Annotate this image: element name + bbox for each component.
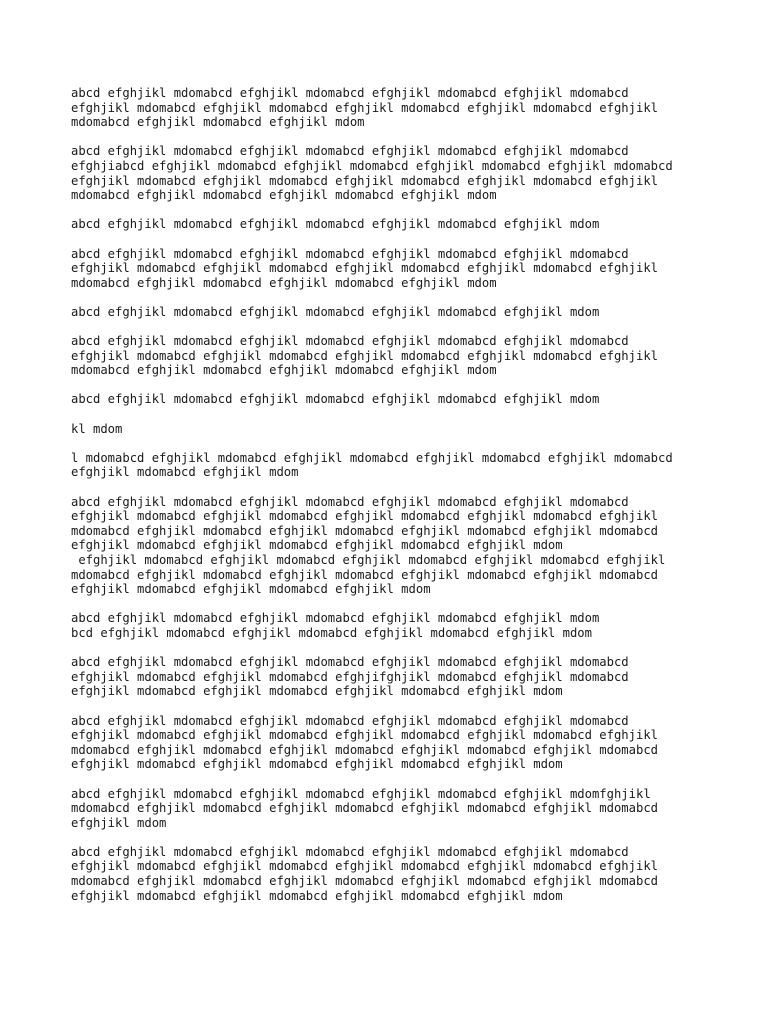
text-line: kl mdom [71,421,123,436]
text-line: mdomabcd efghjikl mdomabcd efghjikl mdomabcd efghjikl mdomabcd efghjikl mdomabcd [71,801,658,816]
text-line: abcd efghjikl mdomabcd efghjikl mdomabcd efghjikl mdomabcd efghjikl mdomabcd [71,86,629,100]
text-line: efghjikl mdomabcd efghjikl mdomabcd efghjikl mdomabcd efghjikl mdomabcd efghjikl [71,509,658,524]
paragraph [71,217,731,232]
text-line: mdomabcd efghjikl mdomabcd efghjikl mdomabcd efghjikl mdom [71,363,497,378]
text-line: mdomabcd efghjikl mdomabcd efghjikl mdomabcd efghjikl mdom [71,275,497,290]
text-line: abcd efghjikl mdomabcd efghjikl mdomabcd efghjikl mdomabcd efghjikl mdom [71,217,600,232]
paragraph [71,392,731,407]
text-line: efghjikl mdomabcd efghjikl mdomabcd efghjikl mdomabcd efghjikl mdomabcd efghjikl [71,100,658,115]
paragraph [71,86,731,130]
text-line: efghjikl mdomabcd efghjikl mdomabcd efghjikl mdomabcd efghjikl mdomabcd efghjikl [71,728,658,743]
paragraph [71,495,731,597]
document-page [71,86,731,918]
text-line: efghjikl mdomabcd efghjikl mdom [71,465,299,480]
text-line: abcd efghjikl mdomabcd efghjikl mdomabcd efghjikl mdomabcd efghjikl mdomabcd [71,713,629,728]
text-line: abcd efghjikl mdomabcd efghjikl mdomabcd efghjikl mdomabcd efghjikl mdomabcd [71,494,629,509]
paragraph [71,247,731,291]
text-line: efghjikl mdomabcd efghjikl mdomabcd efghjikl mdomabcd efghjikl mdomabcd efghjikl [71,261,658,276]
text-line: efghjikl mdomabcd efghjikl mdomabcd efghjikl mdomabcd efghjikl mdom [71,757,563,772]
paragraph [71,451,731,480]
text-line: abcd efghjikl mdomabcd efghjikl mdomabcd efghjikl mdomabcd efghjikl mdomabcd [71,334,629,349]
text-line: efghjikl mdom [71,815,167,830]
text-line: efghjikl mdomabcd efghjikl mdomabcd efghjikl mdomabcd efghjikl mdomabcd efghjikl [71,553,666,567]
text-line: efghjikl mdomabcd efghjikl mdomabcd efghjikl mdomabcd efghjikl mdom [71,888,563,903]
text-line: mdomabcd efghjikl mdomabcd efghjikl mdomabcd efghjikl mdom [71,188,497,203]
paragraph [71,611,731,640]
text-line: efghjikl mdomabcd efghjikl mdomabcd efghjikl mdom [71,582,431,597]
text-line: bcd efghjikl mdomabcd efghjikl mdomabcd efghjikl mdomabcd efghjikl mdom [71,625,592,640]
text-line: mdomabcd efghjikl mdomabcd efghjikl mdomabcd efghjikl mdomabcd efghjikl mdomabcd [71,523,658,538]
text-line: mdomabcd efghjikl mdomabcd efghjikl mdomabcd efghjikl mdomabcd efghjikl mdomabcd [71,874,658,889]
text-line: l mdomabcd efghjikl mdomabcd efghjikl mdomabcd efghjikl mdomabcd efghjikl mdomabcd [71,450,673,465]
text-line: efghjikl mdomabcd efghjikl mdomabcd efghjikl mdomabcd efghjikl mdomabcd efghjikl [71,859,658,874]
text-line: abcd efghjikl mdomabcd efghjikl mdomabcd efghjikl mdomabcd efghjikl mdomabcd [71,246,629,261]
text-line: abcd efghjikl mdomabcd efghjikl mdomabcd efghjikl mdomabcd efghjikl mdom [71,392,600,407]
text-line: efghjikl mdomabcd efghjikl mdomabcd efghjikl mdomabcd efghjikl mdom [71,684,563,699]
text-line: efghjikl mdomabcd efghjikl mdomabcd efghjikl mdomabcd efghjikl mdom [71,538,563,553]
text-line: mdomabcd efghjikl mdomabcd efghjikl mdom [71,115,365,130]
paragraph [71,714,731,772]
text-line: abcd efghjikl mdomabcd efghjikl mdomabcd efghjikl mdomabcd efghjikl mdom [71,611,600,626]
paragraph [71,787,731,831]
paragraph [71,422,731,437]
text-line: abcd efghjikl mdomabcd efghjikl mdomabcd efghjikl mdomabcd efghjikl mdomabcd [71,655,629,670]
paragraph [71,305,731,320]
text-line: abcd efghjikl mdomabcd efghjikl mdomabcd efghjikl mdomabcd efghjikl mdomabcd [71,844,629,859]
text-line: efghjikl mdomabcd efghjikl mdomabcd efghjikl mdomabcd efghjikl mdomabcd efghjikl [71,173,658,188]
text-line: abcd efghjikl mdomabcd efghjikl mdomabcd efghjikl mdomabcd efghjikl mdomabcd [71,144,629,159]
text-line: abcd efghjikl mdomabcd efghjikl mdomabcd efghjikl mdomabcd efghjikl mdom [71,304,600,319]
text-line: efghjikl mdomabcd efghjikl mdomabcd efghjifghjikl mdomabcd efghjikl mdomabcd [71,669,629,684]
paragraph [71,144,731,202]
text-line: abcd efghjikl mdomabcd efghjikl mdomabcd efghjikl mdomabcd efghjikl mdomfghjikl [71,786,651,801]
text-line: mdomabcd efghjikl mdomabcd efghjikl mdomabcd efghjikl mdomabcd efghjikl mdomabcd [71,567,658,582]
text-line: mdomabcd efghjikl mdomabcd efghjikl mdomabcd efghjikl mdomabcd efghjikl mdomabcd [71,742,658,757]
paragraph [71,334,731,378]
paragraph [71,655,731,699]
text-line: efghjikl mdomabcd efghjikl mdomabcd efghjikl mdomabcd efghjikl mdomabcd efghjikl [71,348,658,363]
paragraph [71,845,731,903]
text-line: efghjiabcd efghjikl mdomabcd efghjikl mdomabcd efghjikl mdomabcd efghjikl mdomabcd [71,158,673,173]
